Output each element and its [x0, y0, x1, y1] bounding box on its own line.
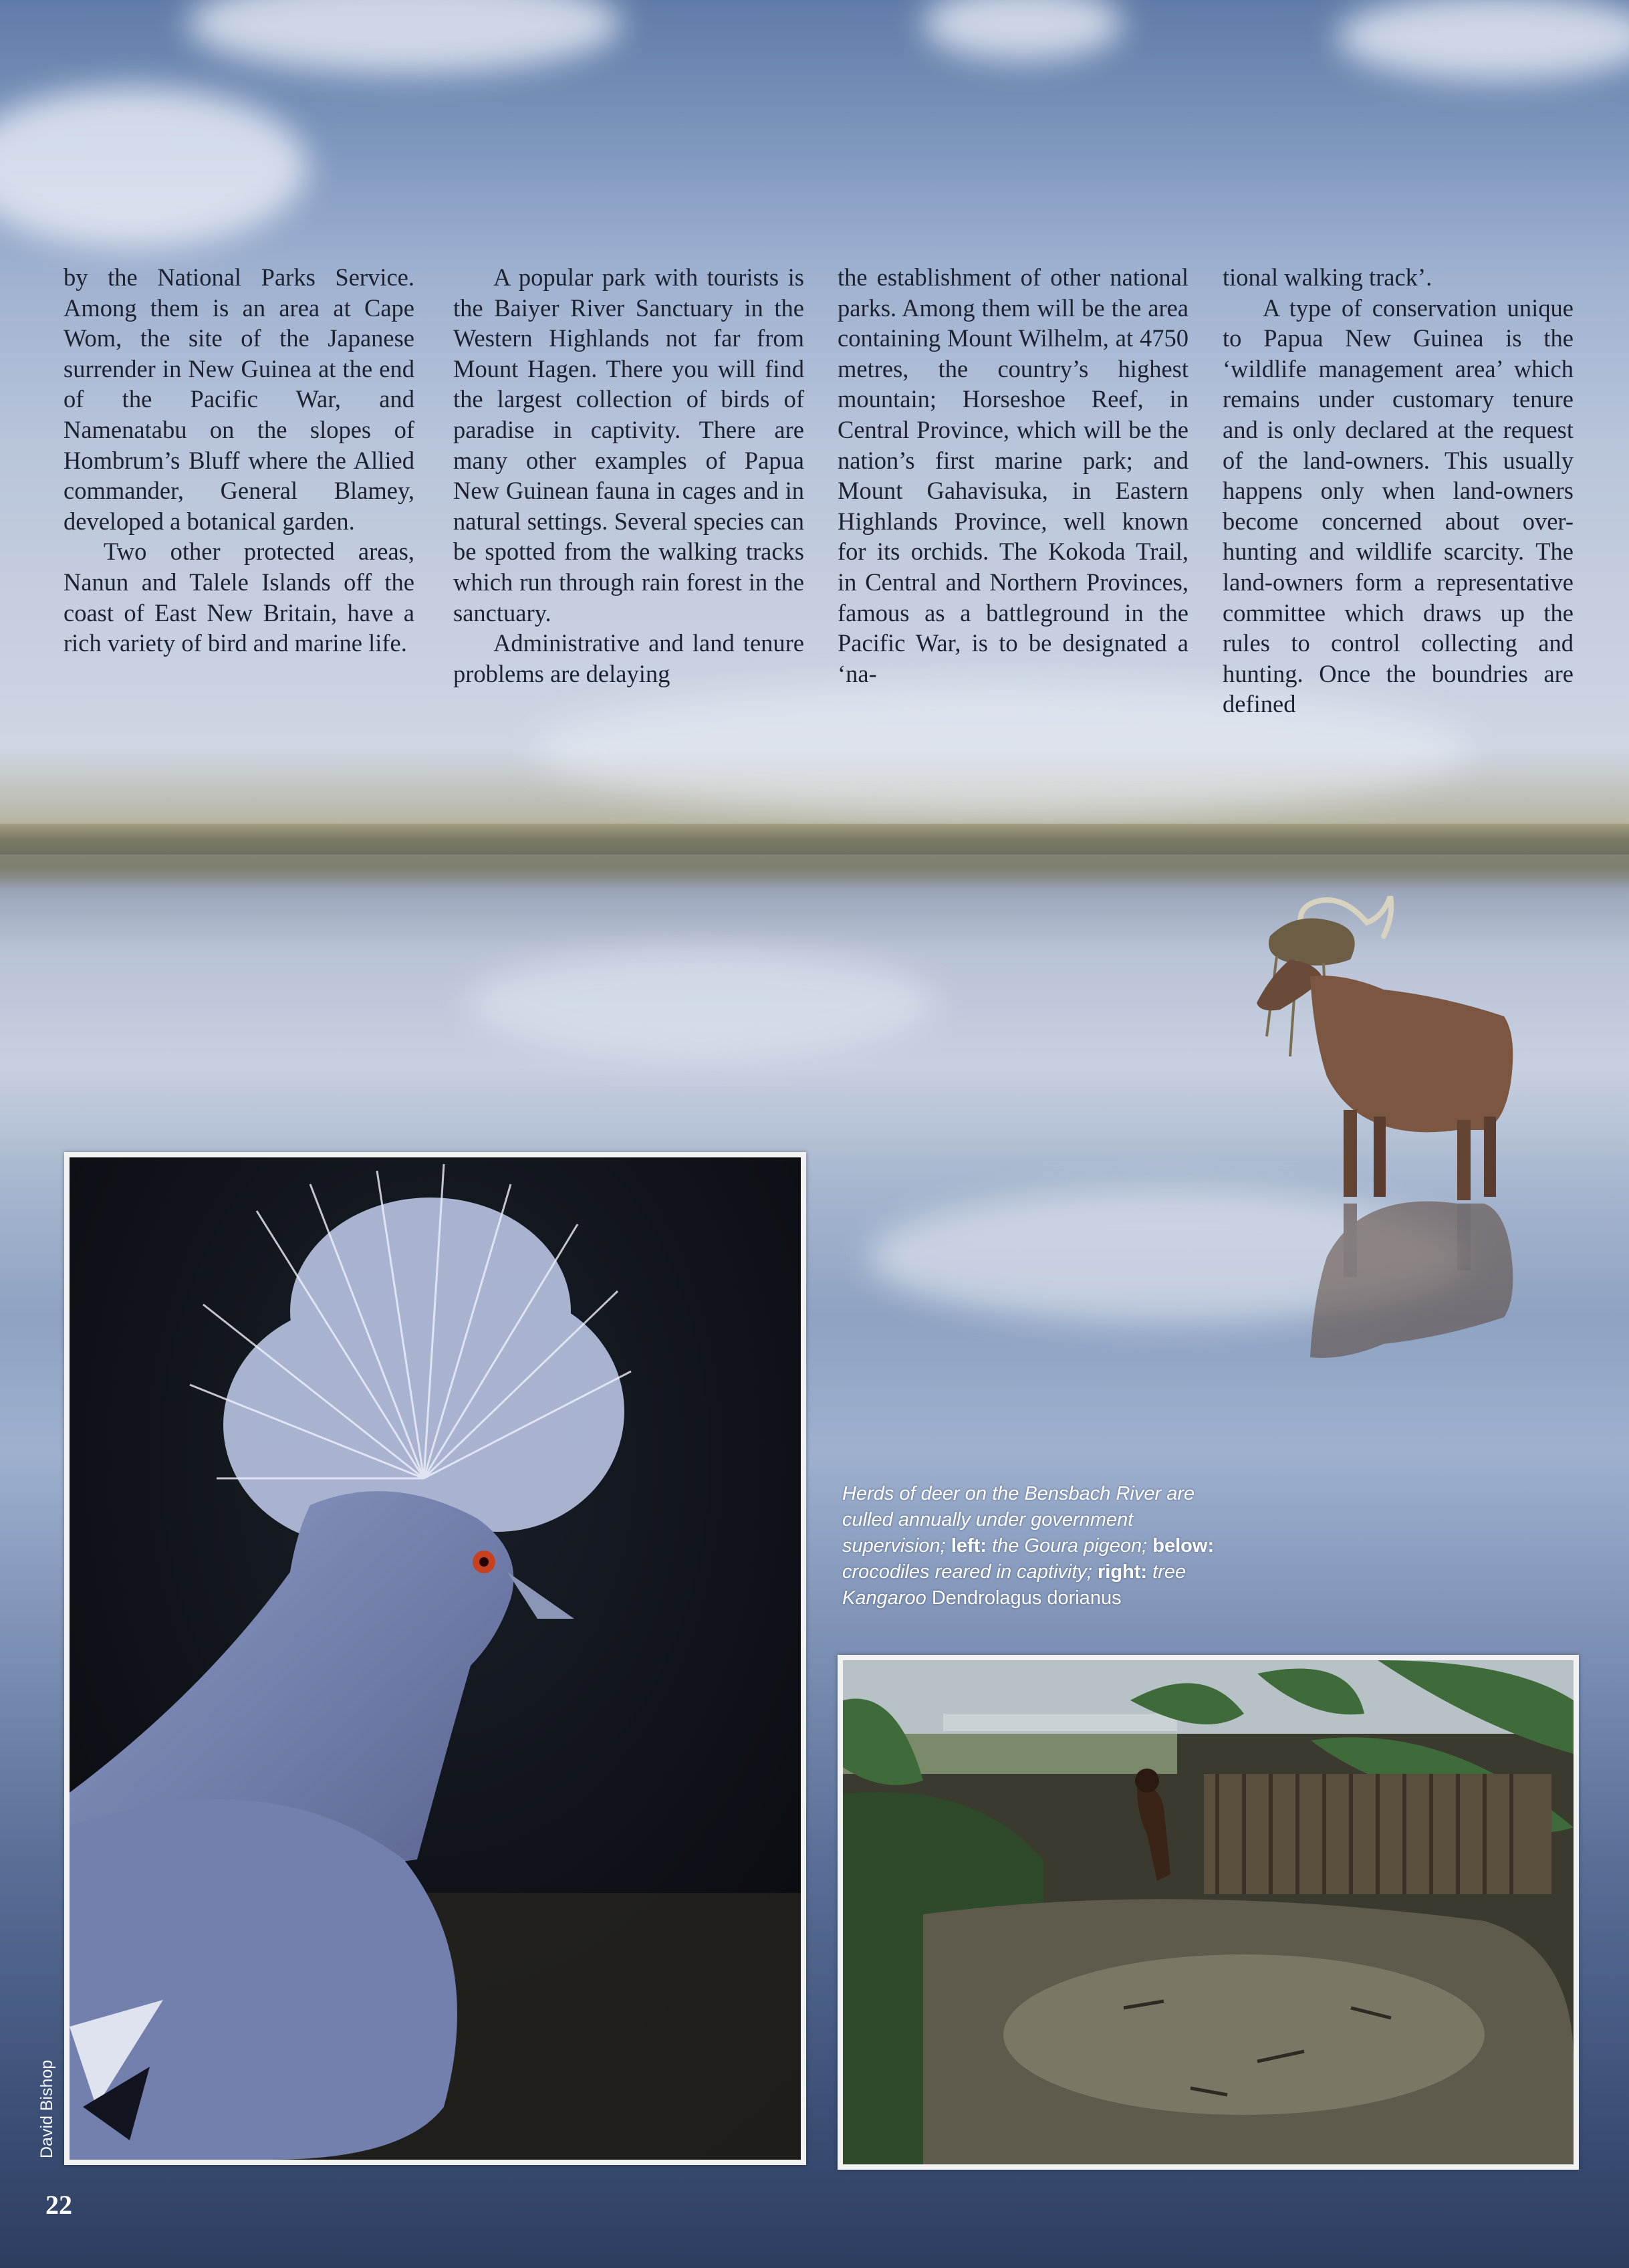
paragraph: by the National Parks Service. Among them is an area at Cape Wom, the site of the Japanese surrender in New Guinea at the end of the Pacific War, and Namenatabu on the slopes of Hombrum’s Bluff where the Allied commander, General Blamey, developed a botanical garden. [64, 263, 414, 535]
deer-illustration [1190, 896, 1524, 1364]
photo-credit: David Bishop [37, 2059, 56, 2158]
cloud-reflection [468, 949, 936, 1056]
photo-caption [842, 1481, 1230, 1611]
page-number: 22 [45, 2190, 72, 2220]
caption-label-below: below: [1152, 1535, 1215, 1557]
caption-text: crocodiles reared in captivity; [842, 1561, 1098, 1583]
article-column-4 [1223, 262, 1574, 719]
shoreline-reflection [0, 855, 1629, 895]
crocodile-farm-image [843, 1660, 1574, 2164]
paragraph: Administrative and land tenure problems are delaying [453, 629, 804, 687]
article-column-1 [64, 262, 414, 659]
paragraph: A popular park with tourists is the Baiyer River Sanctuary in the Western Highlands not far from Mount Hagen. There you will find the largest collection of birds of paradise in captivity. There are many other examples of Papua New Guinean fauna in cages and in natural settings. Several species can be spotted from the walking tracks which run through rain forest in the sanctuary. [453, 263, 804, 627]
cloud [0, 87, 307, 247]
caption-label-right: right: [1098, 1561, 1148, 1583]
caption-label-left: left: [951, 1535, 987, 1557]
paragraph: Two other protected areas, Nanun and Talele Islands off the coast of East New Britain, have a rich variety of bird and marine life. [64, 538, 414, 657]
paragraph: A type of conservation unique to Papua New Guinea is the ‘wildlife management area’ which remains under customary tenure and is only declared at the request of the land-owners. This usually happens only when land-owners become concerned about over-hunting and wildlife scarcity. The land-owners form a representative committee which draws up the rules to control collecting and hunting. Once the boundries are defined [1223, 294, 1574, 718]
goura-pigeon-image [70, 1157, 801, 2160]
goura-pigeon-photo [64, 1152, 806, 2165]
crocodile-farm-photo [838, 1655, 1579, 2170]
cloud [922, 0, 1123, 60]
caption-text: tree Kangaroo [842, 1561, 1186, 1609]
article-column-3 [838, 262, 1188, 689]
article-column-2 [453, 262, 804, 689]
caption-species-name: Dendrolagus dorianus [931, 1587, 1122, 1609]
paragraph: the establishment of other national parks. Among them will be the area containing Mount Wilhelm, at 4750 metres, the country’s highest mountain; Horseshoe Reef, in Central Province, which will be the nation’s first marine park; and Mount Gahavisuka, in Eastern Highlands Province, well known for its orchids. The Kokoda Trail, in Central and Northern Provinces, famous as a battleground in the Pacific War, is to be designated a ‘na- [838, 263, 1188, 687]
cloud [187, 0, 622, 74]
cloud [1337, 0, 1629, 80]
paragraph: tional walking track’. [1223, 263, 1432, 291]
caption-text: the Goura pigeon; [986, 1535, 1153, 1557]
river-shoreline [0, 824, 1629, 855]
caption-text: Herds of deer on the Bensbach River are culled annually under government supervision; [842, 1483, 1195, 1557]
